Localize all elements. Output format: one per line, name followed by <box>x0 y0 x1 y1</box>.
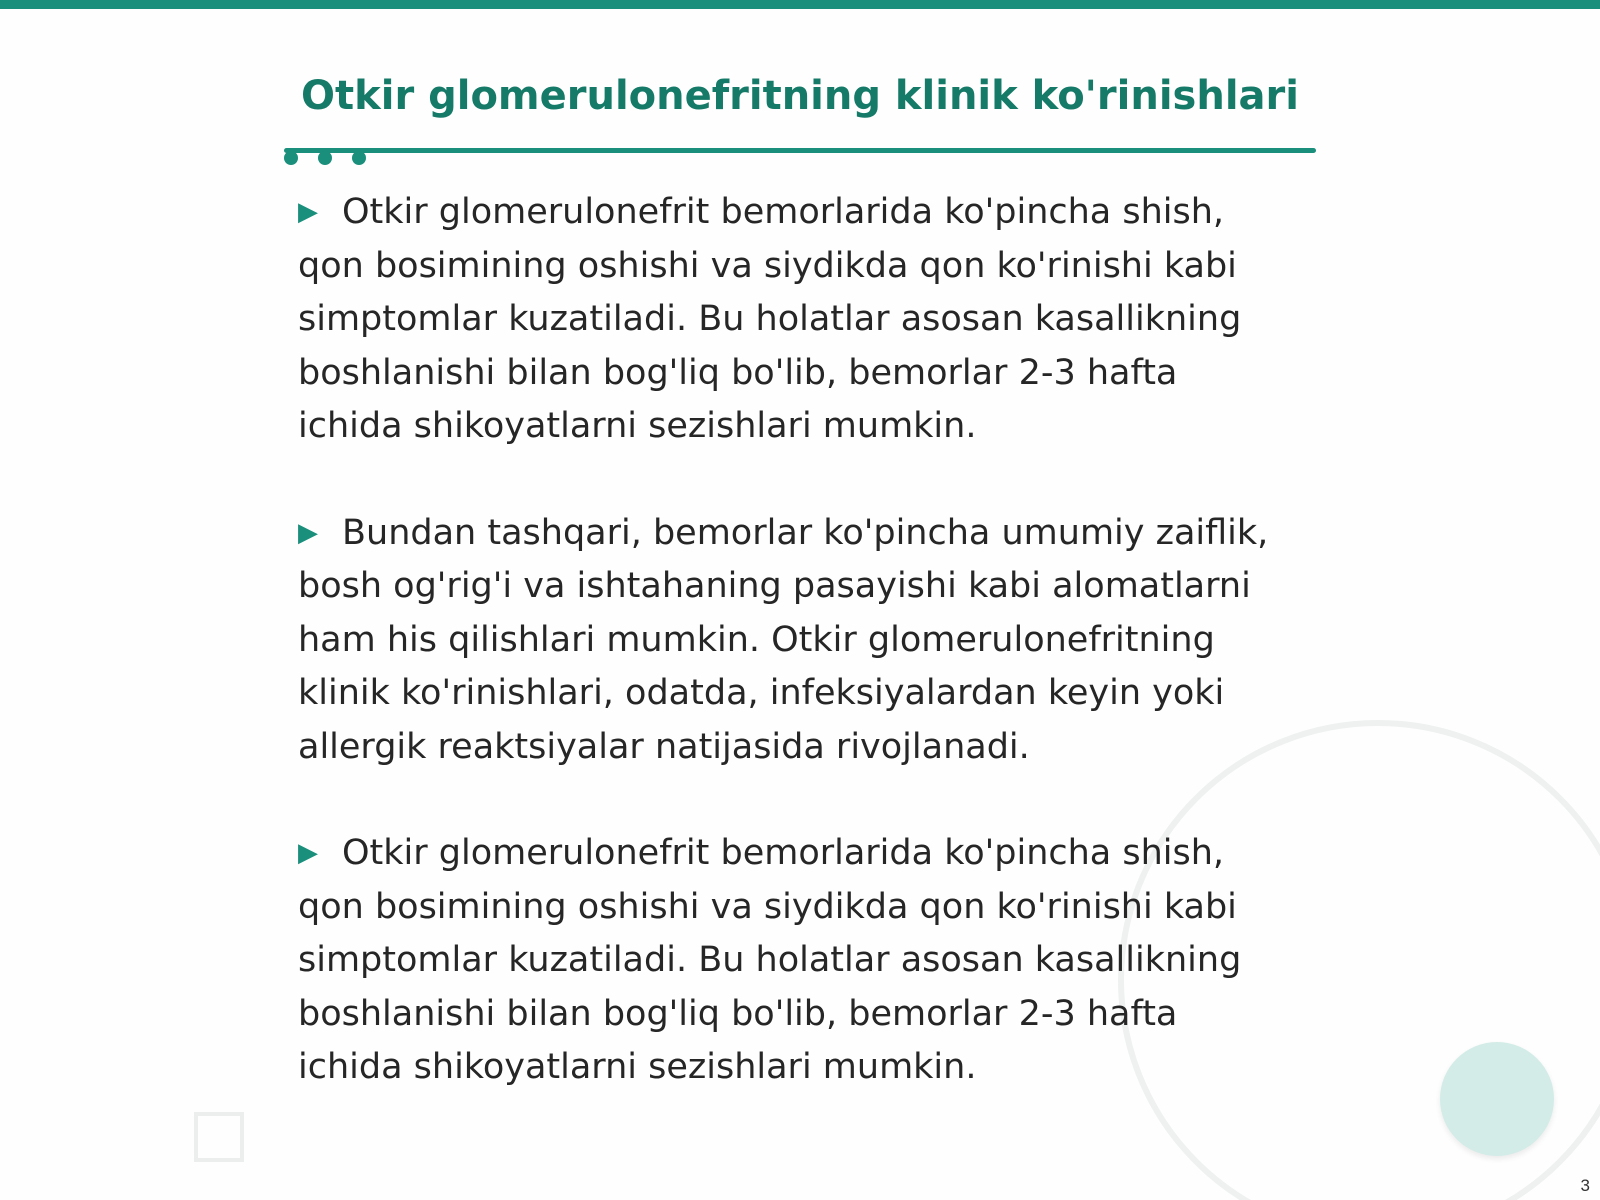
title-dot-1 <box>284 151 298 165</box>
bullet-text: Bundan tashqari, bemorlar ko'pincha umumiy zaiflik, bosh og'rig'i va ishtahaning pasayishi kabi alomatlarni ham his qilishlari mumkin. Otkir glomerulonefritning klinik ko'rinishlari, odatda, infeksiyalardan keyin yoki allergik reaktsiyalar natijasida rivojlanadi. <box>298 512 1269 767</box>
triangle-bullet-icon: ▶ <box>298 517 318 548</box>
decorative-circle <box>1440 1042 1554 1156</box>
title-underline <box>284 148 1316 153</box>
bullet-item <box>298 186 1308 454</box>
bullet-item <box>298 827 1308 1095</box>
triangle-bullet-icon: ▶ <box>298 838 318 868</box>
triangle-bullet-icon: ▶ <box>298 197 318 227</box>
title-dot-2 <box>318 151 332 165</box>
bullet-list <box>298 186 1308 1148</box>
bullet-text: Otkir glomerulonefrit bemorlarida ko'pincha shish, qon bosimining oshishi va siydikda qon ko'rinishi kabi simptomlar kuzatiladi. Bu holatlar asosan kasallikning boshlanishi bilan bog'liq bo'lib, bemorlar 2-3 hafta ichida shikoyatlarni sezishlari mumkin. <box>298 833 1242 1087</box>
title-dot-3 <box>352 151 366 165</box>
decorative-square <box>194 1112 244 1162</box>
bullet-text: Otkir glomerulonefrit bemorlarida ko'pincha shish, qon bosimining oshishi va siydikda qon ko'rinishi kabi simptomlar kuzatiladi. Bu holatlar asosan kasallikning boshlanishi bilan bog'liq bo'lib, bemorlar 2-3 hafta ichida shikoyatlarni sezishlari mumkin. <box>298 192 1242 446</box>
page-number: 3 <box>1580 1176 1590 1195</box>
slide-title: Otkir glomerulonefritning klinik ko'rinishlari <box>301 73 1299 119</box>
top-accent-bar <box>0 0 1600 9</box>
bullet-item <box>298 507 1308 775</box>
